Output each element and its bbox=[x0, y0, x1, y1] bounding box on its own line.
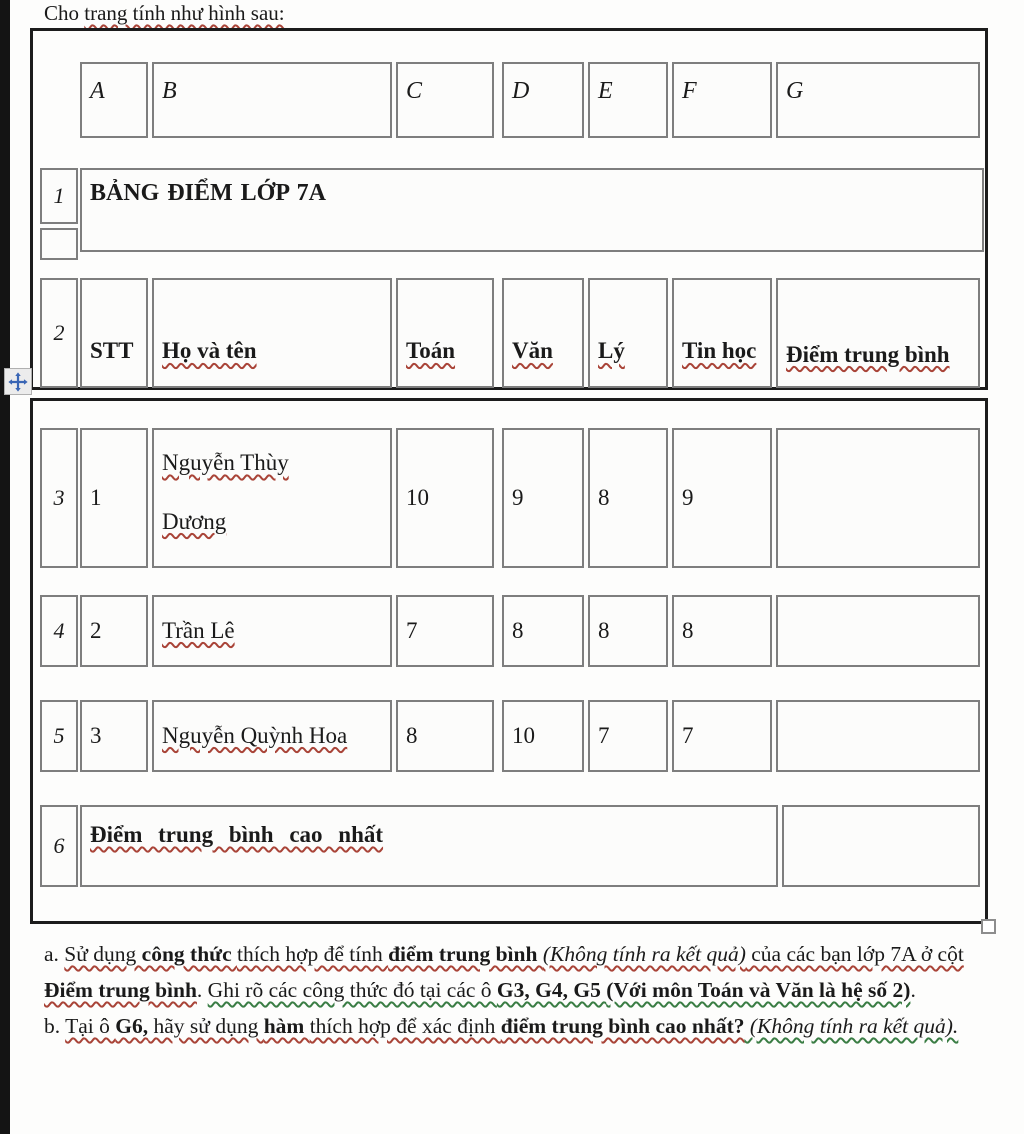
cell-r3-ly: 8 bbox=[588, 428, 668, 568]
student-name: Nguyễn Thùy Dương bbox=[162, 450, 289, 534]
cell-r3-dtb bbox=[776, 428, 980, 568]
question-a-segment: G3, G4, G5 bbox=[496, 978, 607, 1002]
intro-underlined: trang tính như hình sau: bbox=[84, 1, 285, 25]
question-a-segment: a. bbox=[44, 942, 65, 966]
cell-r4-stt: 2 bbox=[80, 595, 148, 667]
question-a-segment: thích hợp để tính bbox=[236, 942, 389, 966]
cell-header-toan: Toán bbox=[396, 278, 494, 388]
row-number-3: 3 bbox=[40, 428, 78, 568]
footer-label-text: Điểm trung bình cao nhất bbox=[90, 822, 384, 847]
cell-header-van: Văn bbox=[502, 278, 584, 388]
question-b-segment: điểm trung bình cao nhất? bbox=[500, 1014, 745, 1038]
cell-r5-tin: 7 bbox=[672, 700, 772, 772]
col-letter-f: F bbox=[672, 62, 772, 138]
question-b-segment: G6, bbox=[115, 1014, 149, 1038]
cell-header-tin-hoc: Tin học bbox=[672, 278, 772, 388]
question-b-segment: thích hợp để xác định bbox=[309, 1014, 501, 1038]
question-a-segment: của các bạn lớp 7A ở cột bbox=[745, 942, 964, 966]
cell-r3-name bbox=[152, 428, 392, 568]
question-a-segment: (Với môn Toán và Văn là hệ số 2) bbox=[606, 978, 911, 1002]
cell-header-ho-va-ten: Họ và tên bbox=[152, 278, 392, 388]
row-number-4: 4 bbox=[40, 595, 78, 667]
question-a-segment: điểm trung bình bbox=[388, 942, 543, 966]
col-letter-b: B bbox=[152, 62, 392, 138]
col-letter-e: E bbox=[588, 62, 668, 138]
cell-title-bang-diem: BẢNG ĐIỂM LỚP 7A bbox=[80, 168, 984, 252]
question-a-segment: . bbox=[910, 978, 916, 1002]
question-a-segment: (Không tính ra kết quả) bbox=[542, 942, 746, 966]
question-a-segment: . bbox=[196, 978, 208, 1002]
student-name: Trần Lê bbox=[162, 617, 235, 643]
scan-edge-strip bbox=[0, 0, 10, 1134]
cell-r3-stt: 1 bbox=[80, 428, 148, 568]
cell-header-diem-trung-binh: Điểm trung bình bbox=[776, 278, 980, 388]
cell-r6-label bbox=[80, 805, 778, 887]
move-arrows-icon bbox=[7, 371, 29, 393]
table-move-handle[interactable] bbox=[4, 368, 32, 395]
cell-r3-tin: 9 bbox=[672, 428, 772, 568]
cell-header-ly: Lý bbox=[588, 278, 668, 388]
cell-r6-dtb bbox=[782, 805, 980, 887]
row-number-1: 1 bbox=[40, 168, 78, 224]
cell-r4-tin: 8 bbox=[672, 595, 772, 667]
intro-prefix: Cho bbox=[44, 1, 85, 25]
question-b-segment: (Không tính ra kết quả). bbox=[744, 1014, 959, 1038]
question-a-segment: công thức bbox=[141, 942, 237, 966]
intro-text bbox=[44, 1, 285, 26]
cell-r3-van: 9 bbox=[502, 428, 584, 568]
question-b-segment: hãy sử dụng bbox=[148, 1014, 264, 1038]
cell-r5-toan: 8 bbox=[396, 700, 494, 772]
cell-header-stt: STT bbox=[80, 278, 148, 388]
question-b-segment: hàm bbox=[263, 1014, 310, 1038]
row-number-5: 5 bbox=[40, 700, 78, 772]
row-number-fragment bbox=[40, 228, 78, 260]
cell-r4-toan: 7 bbox=[396, 595, 494, 667]
cell-r4-van: 8 bbox=[502, 595, 584, 667]
cell-r4-dtb bbox=[776, 595, 980, 667]
question-a bbox=[44, 936, 992, 1008]
question-b-segment: b. bbox=[44, 1014, 66, 1038]
row-number-6: 6 bbox=[40, 805, 78, 887]
cell-r3-toan: 10 bbox=[396, 428, 494, 568]
cell-r5-van: 10 bbox=[502, 700, 584, 772]
question-a-segment: Sử dụng bbox=[64, 942, 142, 966]
cell-r5-dtb bbox=[776, 700, 980, 772]
col-letter-d: D bbox=[502, 62, 584, 138]
col-letter-a: A bbox=[80, 62, 148, 138]
question-a-segment: Ghi rõ các công thức đó tại các ô bbox=[207, 978, 497, 1002]
cell-r4-ly: 8 bbox=[588, 595, 668, 667]
row-number-2: 2 bbox=[40, 278, 78, 388]
question-b bbox=[44, 1008, 992, 1044]
question-a-segment: Điểm trung bình bbox=[44, 978, 197, 1002]
question-block bbox=[44, 936, 992, 1044]
student-name: Nguyễn Quỳnh Hoa bbox=[162, 722, 348, 748]
col-letter-g: G bbox=[776, 62, 980, 138]
cell-r5-name bbox=[152, 700, 392, 772]
cell-r4-name bbox=[152, 595, 392, 667]
question-b-segment: Tại ô bbox=[65, 1014, 116, 1038]
cell-r5-ly: 7 bbox=[588, 700, 668, 772]
cell-r5-stt: 3 bbox=[80, 700, 148, 772]
table-resize-handle[interactable] bbox=[981, 919, 996, 934]
col-letter-c: C bbox=[396, 62, 494, 138]
